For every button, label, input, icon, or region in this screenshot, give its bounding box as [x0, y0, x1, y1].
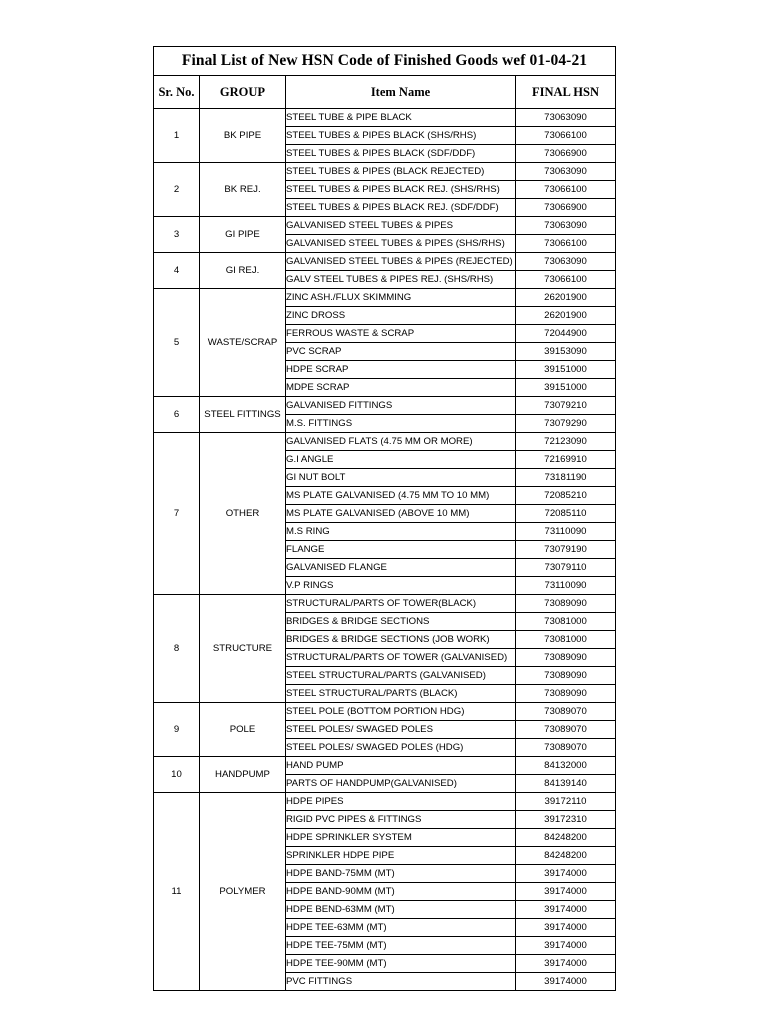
sr-no-cell: 2 [154, 163, 200, 217]
hsn-code-cell: 73079290 [516, 415, 616, 433]
item-name-cell: PVC SCRAP [286, 343, 516, 361]
hsn-code-cell: 72044900 [516, 325, 616, 343]
item-name-cell: GALVANISED FLANGE [286, 559, 516, 577]
item-name-cell: MS PLATE GALVANISED (4.75 MM TO 10 MM) [286, 487, 516, 505]
item-name-cell: PARTS OF HANDPUMP(GALVANISED) [286, 775, 516, 793]
item-name-cell: STEEL TUBES & PIPES BLACK (SHS/RHS) [286, 127, 516, 145]
sr-no-cell: 7 [154, 433, 200, 595]
hsn-code-cell: 73079110 [516, 559, 616, 577]
table-row [154, 253, 616, 271]
hsn-code-cell: 39174000 [516, 919, 616, 937]
item-name-cell: SPRINKLER HDPE PIPE [286, 847, 516, 865]
item-name-cell: HDPE TEE-75MM (MT) [286, 937, 516, 955]
hsn-code-cell: 73089070 [516, 721, 616, 739]
hsn-code-cell: 84132000 [516, 757, 616, 775]
group-cell: BK REJ. [200, 163, 286, 217]
table-row [154, 757, 616, 775]
item-name-cell: HDPE TEE-63MM (MT) [286, 919, 516, 937]
hsn-code-cell: 84139140 [516, 775, 616, 793]
item-name-cell: STRUCTURAL/PARTS OF TOWER(BLACK) [286, 595, 516, 613]
sr-no-cell: 3 [154, 217, 200, 253]
item-name-cell: PVC FITTINGS [286, 973, 516, 991]
item-name-cell: HDPE PIPES [286, 793, 516, 811]
group-cell: GI PIPE [200, 217, 286, 253]
hsn-code-cell: 73089090 [516, 595, 616, 613]
hsn-code-cell: 73066900 [516, 145, 616, 163]
hsn-code-cell: 39174000 [516, 901, 616, 919]
item-name-cell: HDPE BAND-90MM (MT) [286, 883, 516, 901]
table-row [154, 217, 616, 235]
hsn-code-cell: 73079210 [516, 397, 616, 415]
table-row [154, 397, 616, 415]
hsn-code-cell: 39174000 [516, 973, 616, 991]
table-body [154, 109, 616, 991]
hsn-code-cell: 73089090 [516, 649, 616, 667]
item-name-cell: STEEL TUBES & PIPES BLACK REJ. (SHS/RHS) [286, 181, 516, 199]
item-name-cell: ZINC DROSS [286, 307, 516, 325]
hsn-code-cell: 73181190 [516, 469, 616, 487]
hsn-code-cell: 26201900 [516, 307, 616, 325]
hsn-code-cell: 72085210 [516, 487, 616, 505]
hsn-code-cell: 73079190 [516, 541, 616, 559]
hsn-code-cell: 39153090 [516, 343, 616, 361]
hsn-code-cell: 39174000 [516, 883, 616, 901]
group-cell: BK PIPE [200, 109, 286, 163]
item-name-cell: GALVANISED FLATS (4.75 MM OR MORE) [286, 433, 516, 451]
hsn-code-cell: 73066900 [516, 199, 616, 217]
item-name-cell: STEEL POLES/ SWAGED POLES (HDG) [286, 739, 516, 757]
group-cell: OTHER [200, 433, 286, 595]
item-name-cell: STRUCTURAL/PARTS OF TOWER (GALVANISED) [286, 649, 516, 667]
hsn-code-cell: 73066100 [516, 181, 616, 199]
header-item-name: Item Name [286, 76, 516, 109]
item-name-cell: HDPE TEE-90MM (MT) [286, 955, 516, 973]
header-row [154, 76, 616, 109]
item-name-cell: V.P RINGS [286, 577, 516, 595]
sr-no-cell: 8 [154, 595, 200, 703]
hsn-code-cell: 73110090 [516, 523, 616, 541]
hsn-code-cell: 73066100 [516, 127, 616, 145]
sr-no-cell: 1 [154, 109, 200, 163]
hsn-code-cell: 72085110 [516, 505, 616, 523]
item-name-cell: BRIDGES & BRIDGE SECTIONS [286, 613, 516, 631]
table-row [154, 703, 616, 721]
hsn-code-cell: 39172110 [516, 793, 616, 811]
item-name-cell: STEEL TUBES & PIPES BLACK REJ. (SDF/DDF) [286, 199, 516, 217]
item-name-cell: HDPE SPRINKLER SYSTEM [286, 829, 516, 847]
group-cell: WASTE/SCRAP [200, 289, 286, 397]
hsn-code-table [153, 46, 616, 991]
group-cell: STRUCTURE [200, 595, 286, 703]
hsn-code-cell: 73089090 [516, 667, 616, 685]
item-name-cell: GALVANISED STEEL TUBES & PIPES [286, 217, 516, 235]
hsn-code-cell: 73089070 [516, 703, 616, 721]
group-cell: HANDPUMP [200, 757, 286, 793]
item-name-cell: GI NUT BOLT [286, 469, 516, 487]
hsn-code-cell: 73066100 [516, 271, 616, 289]
item-name-cell: ZINC ASH./FLUX SKIMMING [286, 289, 516, 307]
hsn-code-cell: 73066100 [516, 235, 616, 253]
item-name-cell: BRIDGES & BRIDGE SECTIONS (JOB WORK) [286, 631, 516, 649]
table-row [154, 163, 616, 181]
header-final-hsn: FINAL HSN [516, 76, 616, 109]
hsn-code-cell: 73081000 [516, 613, 616, 631]
hsn-code-cell: 39151000 [516, 361, 616, 379]
item-name-cell: GALV STEEL TUBES & PIPES REJ. (SHS/RHS) [286, 271, 516, 289]
hsn-code-cell: 73089090 [516, 685, 616, 703]
sr-no-cell: 11 [154, 793, 200, 991]
item-name-cell: MDPE SCRAP [286, 379, 516, 397]
hsn-code-cell: 26201900 [516, 289, 616, 307]
hsn-code-cell: 72169910 [516, 451, 616, 469]
group-cell: POLYMER [200, 793, 286, 991]
sr-no-cell: 9 [154, 703, 200, 757]
item-name-cell: HDPE BEND-63MM (MT) [286, 901, 516, 919]
document-title: Final List of New HSN Code of Finished Goods wef 01-04-21 [154, 47, 616, 76]
item-name-cell: STEEL STRUCTURAL/PARTS (BLACK) [286, 685, 516, 703]
sr-no-cell: 6 [154, 397, 200, 433]
item-name-cell: M.S. FITTINGS [286, 415, 516, 433]
table-row [154, 433, 616, 451]
item-name-cell: FLANGE [286, 541, 516, 559]
hsn-code-cell: 39174000 [516, 955, 616, 973]
hsn-code-cell: 39172310 [516, 811, 616, 829]
table-row [154, 289, 616, 307]
hsn-code-cell: 73089070 [516, 739, 616, 757]
group-cell: STEEL FITTINGS [200, 397, 286, 433]
item-name-cell: FERROUS WASTE & SCRAP [286, 325, 516, 343]
item-name-cell: HAND PUMP [286, 757, 516, 775]
table-row [154, 109, 616, 127]
sr-no-cell: 4 [154, 253, 200, 289]
item-name-cell: M.S RING [286, 523, 516, 541]
hsn-code-cell: 39174000 [516, 865, 616, 883]
item-name-cell: G.I ANGLE [286, 451, 516, 469]
item-name-cell: STEEL TUBES & PIPES (BLACK REJECTED) [286, 163, 516, 181]
item-name-cell: STEEL POLES/ SWAGED POLES [286, 721, 516, 739]
group-cell: GI REJ. [200, 253, 286, 289]
hsn-code-cell: 73063090 [516, 217, 616, 235]
hsn-code-cell: 73063090 [516, 253, 616, 271]
item-name-cell: GALVANISED STEEL TUBES & PIPES (REJECTED) [286, 253, 516, 271]
header-sr-no: Sr. No. [154, 76, 200, 109]
item-name-cell: GALVANISED FITTINGS [286, 397, 516, 415]
hsn-code-cell: 84248200 [516, 847, 616, 865]
header-group: GROUP [200, 76, 286, 109]
item-name-cell: MS PLATE GALVANISED (ABOVE 10 MM) [286, 505, 516, 523]
hsn-code-cell: 73063090 [516, 163, 616, 181]
hsn-code-cell: 39174000 [516, 937, 616, 955]
hsn-code-cell: 73063090 [516, 109, 616, 127]
sr-no-cell: 10 [154, 757, 200, 793]
item-name-cell: STEEL TUBE & PIPE BLACK [286, 109, 516, 127]
hsn-code-cell: 73110090 [516, 577, 616, 595]
hsn-code-cell: 84248200 [516, 829, 616, 847]
hsn-code-cell: 73081000 [516, 631, 616, 649]
item-name-cell: GALVANISED STEEL TUBES & PIPES (SHS/RHS) [286, 235, 516, 253]
item-name-cell: RIGID PVC PIPES & FITTINGS [286, 811, 516, 829]
sr-no-cell: 5 [154, 289, 200, 397]
hsn-code-cell: 39151000 [516, 379, 616, 397]
item-name-cell: STEEL POLE (BOTTOM PORTION HDG) [286, 703, 516, 721]
item-name-cell: HDPE SCRAP [286, 361, 516, 379]
group-cell: POLE [200, 703, 286, 757]
table-row [154, 793, 616, 811]
item-name-cell: STEEL STRUCTURAL/PARTS (GALVANISED) [286, 667, 516, 685]
hsn-code-cell: 72123090 [516, 433, 616, 451]
item-name-cell: STEEL TUBES & PIPES BLACK (SDF/DDF) [286, 145, 516, 163]
item-name-cell: HDPE BAND-75MM (MT) [286, 865, 516, 883]
table-row [154, 595, 616, 613]
